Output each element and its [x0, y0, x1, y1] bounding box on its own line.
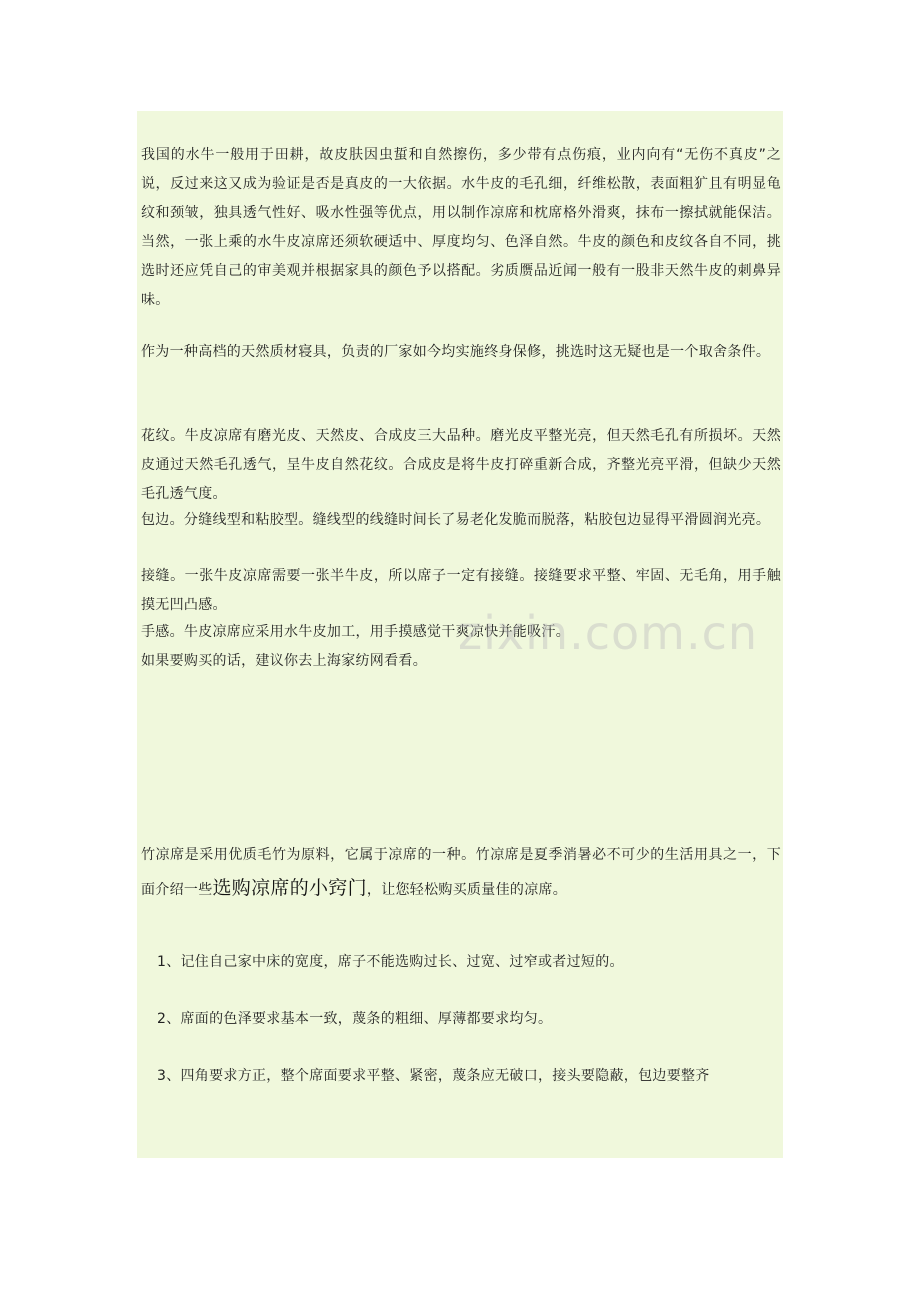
watermark-text: zixin.com.cn — [458, 606, 759, 660]
bamboo-intro-tail: ，让您轻松购买质量佳的凉席。 — [366, 882, 568, 898]
paragraph-seam: 接缝。一张牛皮凉席需要一张半牛皮，所以席子一定有接缝。接缝要求平整、牢固、无毛角，用手触摸无凹凸感。 — [141, 568, 781, 613]
tip-item-2: 2、席面的色泽要求基本一致，蔑条的粗细、厚薄都要求均匀。 — [157, 1011, 553, 1027]
paragraph-touch: 手感。牛皮凉席应采用水牛皮加工，用手摸感觉干爽凉快并能吸汗。 — [141, 624, 570, 640]
paragraph-bamboo-intro — [141, 839, 781, 907]
paragraph-warranty: 作为一种高档的天然质材寝具，负责的厂家如今均实施终身保修，挑选时这无疑也是一个取舍条件。 — [141, 344, 771, 360]
paragraph-buffalo-leather: 我国的水牛一般用于田耕，故皮肤因虫蜇和自然擦伤，多少带有点伤痕，业内向有“无伤不真皮”之说，反过来这又成为验证是否是真皮的一大依据。水牛皮的毛孔细，纤维松散，表面粗犷且有明显龟纹和颈皱，独具透气性好、吸水性强等优点，用以制作凉席和枕席格外滑爽，抹布一擦拭就能保洁。当然，一张上乘的水牛皮凉席还须软硬适中、厚度均匀、色泽自然。牛皮的颜色和皮纹各自不同，挑选时还应凭自己的审美观并根据家具的颜色予以搭配。劣质赝品近闻一般有一股非天然牛皮的刺鼻异味。 — [141, 147, 781, 308]
paragraph-purchase-advice: 如果要购买的话，建议你去上海家纺网看看。 — [141, 653, 427, 669]
bamboo-intro-text: 竹凉席是采用优质毛竹为原料，它属于凉席的一种。竹凉席是夏季消暑必不可少的生活用具之一，下面介绍一些 — [141, 847, 781, 898]
paragraph-edging: 包边。分缝线型和粘胶型。缝线型的线缝时间长了易老化发脆而脱落，粘胶包边显得平滑圆润光亮。 — [141, 512, 771, 528]
bamboo-intro-highlight: 选购凉席的小窍门 — [212, 877, 367, 899]
paragraph-pattern: 花纹。牛皮凉席有磨光皮、天然皮、合成皮三大品种。磨光皮平整光亮，但天然毛孔有所损坏。天然皮通过天然毛孔透气，呈牛皮自然花纹。合成皮是将牛皮打碎重新合成，齐整光亮平滑，但缺少天然毛孔透气度。 — [141, 428, 781, 502]
content-block — [137, 111, 783, 1158]
tip-item-1: 1、记住自己家中床的宽度，席子不能选购过长、过宽、过窄或者过短的。 — [157, 954, 624, 970]
tip-item-3: 3、四角要求方正，整个席面要求平整、紧密，蔑条应无破口，接头要隐蔽，包边要整齐 — [157, 1068, 710, 1084]
